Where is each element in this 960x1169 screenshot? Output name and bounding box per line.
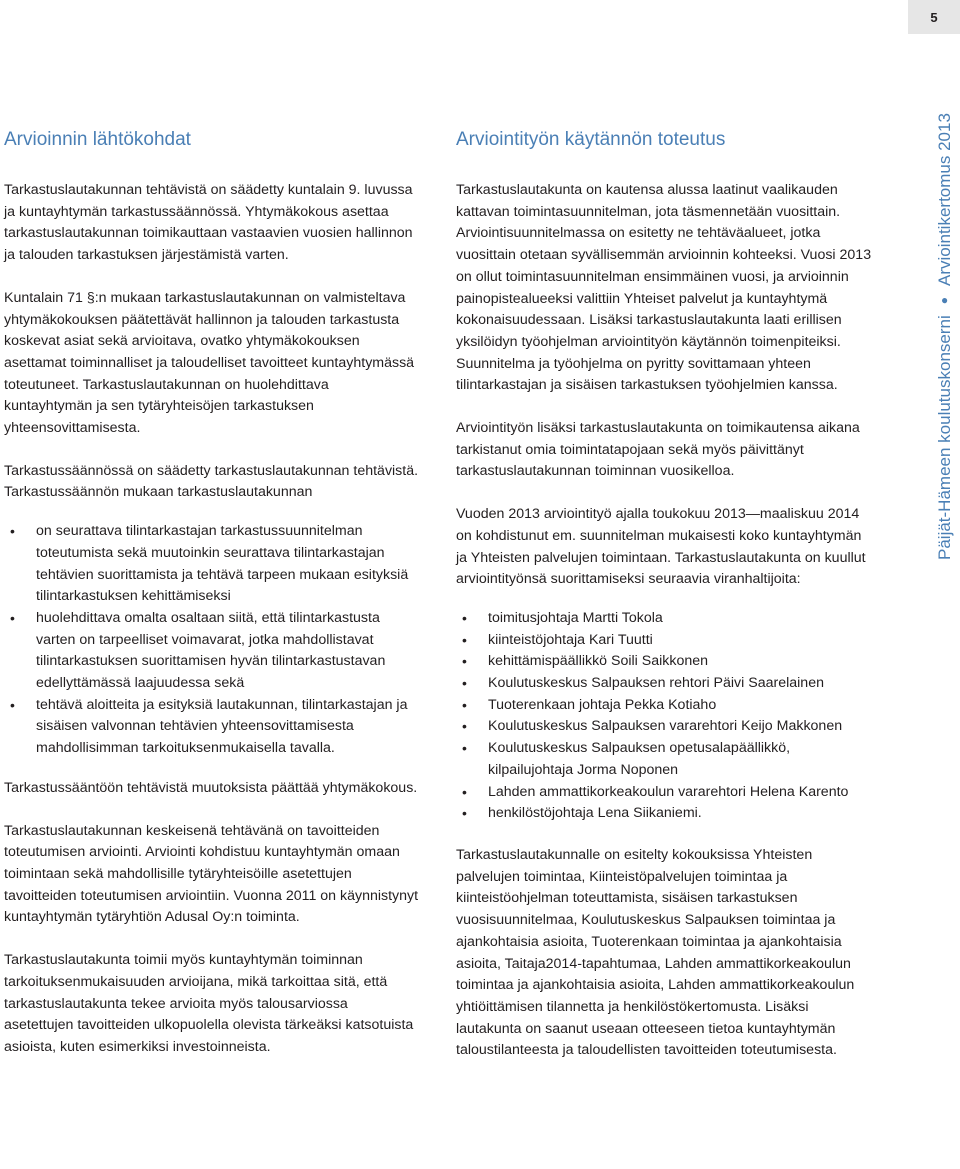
list-item-text: Koulutuskeskus Salpauksen vararehtori Keijo Makkonen [488, 718, 843, 735]
list-item [4, 521, 420, 608]
bullet-icon: • [462, 805, 467, 822]
organization-name: Päijät-Hämeen koulutuskonserni [935, 315, 954, 560]
paragraph: Kuntalain 71 §:n mukaan tarkastuslautakunnan on valmisteltava yhtymäkokouksen päätettävät hallinnon ja talouden tarkastusta koskevat asiat sekä arvioitava, ovatko yhtymäkokouksen asettamat toiminnalliset ja taloudelliset tavoitteet kuntayhtymässä toteutuneet. Tarkastuslautakunnan on huolehdittava kuntayhtymän ja sen tytäryhteisöjen tarkastuksen yhteensovittamisesta. [4, 289, 415, 437]
list-item [4, 608, 420, 695]
officials-bullet-list [456, 608, 874, 825]
list-item-text: kiinteistöjohtaja Kari Tuutti [488, 631, 653, 648]
bullet-icon: • [462, 609, 467, 626]
list-item-text: kehittämispäällikkö Soili Saikkonen [488, 653, 709, 670]
publication-title: Arviointikertomus 2013 [935, 113, 954, 286]
duties-bullet-list [4, 521, 420, 760]
paragraph: Tarkastuslautakunnan tehtävistä on säädetty kuntalain 9. luvussa ja kuntayhtymän tarkastussäännössä. Yhtymäkokous asettaa tarkastuslautakunnan toimikauttaan vastaavien vuosien hallinnon ja talouden tarkastuksen järjestämistä varten. [4, 182, 413, 264]
list-item [456, 630, 874, 652]
paragraph: Tarkastuslautakunta toimii myös kuntayhtymän toiminnan tarkoituksenmukaisuuden arvioijana, mikä tarkoittaa sitä, että tarkastuslautakunta tekee arvioita myös talousarviossa asetettujen tavoitteiden ulkopuolella olevista tärkeäksi katsotuista asioista, kuten esimerkiksi investoinneista. [4, 952, 414, 1055]
list-item [456, 803, 874, 825]
section-heading-practical-implementation: Arviointityön käytännön toteutus [456, 129, 726, 150]
list-item-text: Lahden ammattikorkeakoulun vararehtori Helena Karento [488, 783, 849, 800]
list-item [456, 608, 874, 630]
list-item-text: Koulutuskeskus Salpauksen rehtori Päivi Saarelainen [488, 675, 824, 692]
paragraph: Tarkastussääntöön tehtävistä muutoksista päättää yhtymäkokous. [4, 779, 418, 796]
bullet-icon: • [462, 631, 467, 648]
list-item [4, 695, 420, 760]
paragraph: Tarkastuslautakunta on kautensa alussa laatinut vaalikauden kattavan toimintasuunnitelman, jota täsmennetään vuosittain. Arviointisuunnitelmassa on esitetty ne tehtäväalueet, jotka vuosittain otetaan syvällisemmän arvioinnin kohteeksi. Vuosi 2013 on ollut toimintasuunnitelman ensimmäinen vuosi, ja arvioinnin painopistealueeksi valittiin Yhteiset palvelut ja kuntayhtymä kokonaisuudessaan. Lisäksi tarkastuslautakunta laati erillisen yksilöidyn työohjelman arviointityön käytännön toimenpiteiksi. Suunnitelma ja työohjelma on pyritty sovittamaan yhteen tilintarkastajan ja sisäisen tarkastuksen työohjelmien kanssa. [456, 182, 872, 394]
left-column [4, 127, 420, 1080]
bullet-icon: • [462, 653, 467, 670]
list-item [456, 651, 874, 673]
list-item [456, 782, 874, 804]
list-item-text: Koulutuskeskus Salpauksen opetusalapäällikkö, kilpailujohtaja Jorma Noponen [488, 740, 791, 778]
list-item-text: huolehdittava omalta osaltaan siitä, että tilintarkastusta varten on tarpeelliset voimavarat, jotka mahdollistavat tilintarkastuksen suorittamisen hyvän tilintarkastustavan edellyttämässä laajuudessa sekä [36, 609, 386, 692]
bullet-icon: • [462, 740, 467, 757]
bullet-icon: • [462, 675, 467, 692]
paragraph: Vuoden 2013 arviointityö ajalla toukokuu 2013—maaliskuu 2014 on kohdistunut em. suunnitelman mukaisesti koko kuntayhtymän ja Yhteisten palvelujen toimintaan. Tarkastuslautakunta on kuullut arviointityönsä suorittamiseksi seuraavia viranhaltijoita: [456, 506, 866, 588]
vertical-running-header [930, 113, 960, 580]
section-heading-evaluation-basis: Arvioinnin lähtökohdat [4, 129, 191, 150]
separator-dot-icon: ● [937, 297, 951, 305]
paragraph: Tarkastussäännössä on säädetty tarkastuslautakunnan tehtävistä. Tarkastussäännön mukaan tarkastuslautakunnan [4, 462, 419, 501]
list-item-text: henkilöstöjohtaja Lena Siikaniemi. [488, 805, 702, 822]
bullet-icon: • [462, 718, 467, 735]
bullet-icon: • [462, 783, 467, 800]
paragraph: Arviointityön lisäksi tarkastuslautakunta on toimikautensa aikana tarkistanut omia toimintatapojaan sekä myös päivittänyt tarkastuslautakunnan toiminnan vuosikelloa. [456, 420, 860, 480]
list-item [456, 695, 874, 717]
list-item-text: toimitusjohtaja Martti Tokola [488, 609, 663, 626]
list-item-text: Tuoterenkaan johtaja Pekka Kotiaho [488, 696, 717, 713]
right-column [456, 127, 874, 1083]
bullet-icon: • [10, 609, 15, 626]
list-item [456, 673, 874, 695]
bullet-icon: • [10, 523, 15, 540]
list-item-text: tehtävä aloitteita ja esityksiä lautakunnan, tilintarkastajan ja sisäisen valvonnan tehtävien yhteensovittamisesta mahdollisimman tarkoituksenmukaisella tavalla. [36, 696, 408, 757]
list-item [456, 716, 874, 738]
bullet-icon: • [10, 696, 15, 713]
bullet-icon: • [462, 696, 467, 713]
page-number: 5 [908, 0, 960, 34]
paragraph: Tarkastuslautakunnalle on esitelty kokouksissa Yhteisten palvelujen toimintaa, Kiinteistöpalvelujen toimintaa ja kiinteistöohjelman toteuttamista, sisäisen tarkastuksen vuosisuunnitelmaa, Koulutuskeskus Salpauksen toimintaa ja ajankohtaisia asioita, Tuoterenkaan toimintaa ja ajankohtaisia asioita, Taitaja2014-tapahtumaa, Lahden ammattikorkeakoulun toimintaa ja ajankohtaisia asioita, Lahden ammattikorkeakoulun yhtiöittämisen tilannetta ja henkilöstökertomusta. Lisäksi lautakunta on saanut useaan otteeseen tietoa kuntayhtymän taloustilanteesta ja taloudellisten tavoitteiden toteutumisesta. [456, 846, 855, 1059]
list-item [456, 738, 874, 781]
paragraph: Tarkastuslautakunnan keskeisenä tehtävänä on tavoitteiden toteutumisen arviointi. Arviointi kohdistuu kuntayhtymän omaan toimintaan sekä mahdollisille tytäryhteisöille asetettujen tavoitteiden toteutumisen arviointiin. Vuonna 2011 on käynnistynyt kuntayhtymän tytäryhtiön Adusal Oy:n toiminta. [4, 822, 419, 926]
list-item-text: on seurattava tilintarkastajan tarkastussuunnitelman toteutumista sekä muutoinkin seurattava tilintarkastajan tehtävien suorittamista ja tehtävä tarpeen mukaan esityksiä tilintarkastuksen kehittämiseksi [36, 523, 409, 605]
